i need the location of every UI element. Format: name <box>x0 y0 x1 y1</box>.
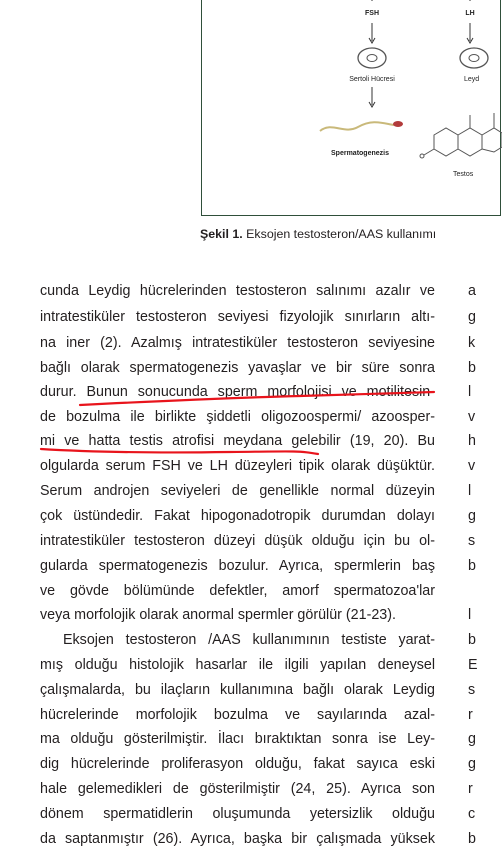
right-column-char: g <box>468 508 476 524</box>
right-column-char: s <box>468 682 476 698</box>
text-line: ve gövde bölümünde defektler, amorf spermatozoa'lar <box>40 583 435 599</box>
caption-label: Şekil 1. <box>200 227 243 241</box>
sperm-icon <box>320 122 394 131</box>
text-line: bağlı olarak spermatogenezis yavaşlar ve bir süre sonra <box>40 360 435 376</box>
right-column-char: b <box>468 632 476 648</box>
text-line: mi ve hatta testis atrofisi meydana gelebilir (19, 20). Bu <box>40 433 435 449</box>
text-line: na iner (2). Azalmış intratestiküler testosteron seviyesine <box>40 335 435 351</box>
text-line: durur. Bunun sonucunda sperm morfolojisi ve motilitesin- <box>40 384 435 400</box>
text-line: hücrelerinde morfolojik bozulma ve sayılarında azal- <box>40 707 435 723</box>
right-column-char: r <box>468 781 473 797</box>
right-column-char: v <box>468 409 476 425</box>
right-column-char: s <box>468 533 476 549</box>
text-line: hale gelemedikleri de gösterilmiştir (24, 25). Ayrıca son <box>40 781 435 797</box>
right-column-char: E <box>468 657 478 673</box>
hormone-diagram <box>202 0 502 217</box>
text-line: çalışmalarda, bu ilaçların kullanımına bağlı olarak Leydig <box>40 682 435 698</box>
lh-label: LH <box>465 10 475 17</box>
text-line: çok üstündedir. Fakat hipogonadotropik durumdan dolayı <box>40 508 435 524</box>
right-column-char: l <box>468 384 472 400</box>
fsh-label: FSH <box>365 10 379 17</box>
text-line: mış olduğu histolojik hasarlar ile ilgili yapılan deneysel <box>40 657 435 673</box>
text-line: Eksojen testosteron /AAS kullanımının testiste yarat- <box>63 632 435 648</box>
right-column-char: b <box>468 831 476 847</box>
text-line: ma olduğu gösterilmiştir. İlacı bıraktıktan sonra ise Ley- <box>40 731 435 747</box>
right-column-char: k <box>468 335 476 351</box>
text-line: intratestiküler testosteron seviyesi fizyolojik sınırların altı- <box>40 309 435 325</box>
text-line: dig hücrelerinde proliferasyon olduğu, fakat sayıca eski <box>40 756 435 772</box>
right-column-char: g <box>468 756 476 772</box>
text-line: da saptanmıştır (26). Ayrıca, başka bir çalışmada yüksek <box>40 831 435 847</box>
sertoli-label: Sertoli Hücresi <box>349 76 395 83</box>
right-column-char: a <box>468 283 476 299</box>
figure-caption <box>200 226 436 242</box>
figure-frame <box>201 0 501 216</box>
right-column-char: r <box>468 707 473 723</box>
text-line: gularda spermatogenezis bozulur. Ayrıca, spermlerin baş <box>40 558 435 574</box>
text-line: olgularda serum FSH ve LH düzeyleri tipik olarak düşüktür. <box>40 458 435 474</box>
right-column-char: g <box>468 731 476 747</box>
caption-text: Eksojen testosteron/AAS kullanımı <box>242 227 437 241</box>
right-column-char: l <box>468 607 472 623</box>
leydig-label: Leyd <box>464 76 480 83</box>
right-column-char: v <box>468 458 476 474</box>
text-line: dönem spermatidlerin oluşumunda yetersizlik olduğu <box>40 806 435 822</box>
sertoli-cell-icon <box>358 48 386 68</box>
testosterone-label: Testos <box>453 171 474 178</box>
right-column-char: l <box>468 483 472 499</box>
text-line: intratestiküler testosteron düzeyi düşük olduğu için bu ol- <box>40 533 435 549</box>
text-line: veya morfolojik olarak anormal spermler görülür (21-23). <box>40 607 396 623</box>
right-column-char: c <box>468 806 476 822</box>
right-column-char: h <box>468 433 476 449</box>
spermatogenesis-label: Spermatogenezis <box>331 150 389 157</box>
text-line: Serum androjen seviyeleri de genellikle normal düzeyin <box>40 483 435 499</box>
text-line: de bozulma ile birlikte şiddetli oligozoospermi/ azoosper- <box>40 409 435 425</box>
right-column-char: b <box>468 558 476 574</box>
testosterone-molecule-icon <box>420 113 502 158</box>
right-column-char: g <box>468 309 476 325</box>
right-column-char: b <box>468 360 476 376</box>
leydig-cell-icon <box>460 48 488 68</box>
text-line: cunda Leydig hücrelerinden testosteron salınımı azalır ve <box>40 283 435 299</box>
